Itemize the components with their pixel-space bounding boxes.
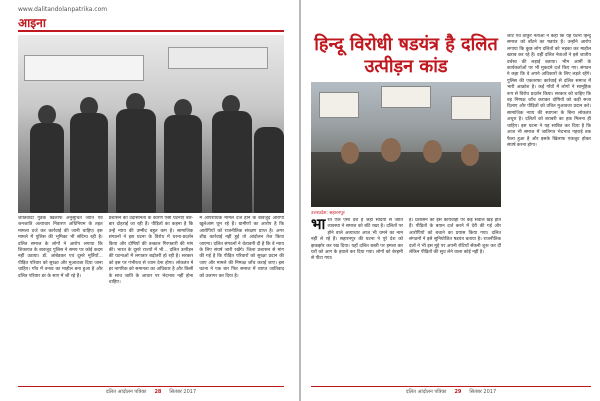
site-url: www.dalitandolanpatrika.com [18,6,108,13]
photo-caption: उत्तरप्रदेश: सहारनपुर [311,211,345,216]
page-number: 28 [154,389,162,395]
article-column: प्रशासन की उदासीनता के कारण ऐसी घटनाएँ बार-बार दोहराई जा रही हैं। पीड़ितों का कहना है कि उन्हें न्याय की उम्मीद बहुत कम है। सामाजिक संगठनों ने इस घटना के विरोध में धरना-प्रदर्शन किया और दोषियों की तत्काल गिरफ्तारी की मांग की। भारत के दूसरे राज्यों में भी... दलित उत्पीड़न की घटनाओं में लगातार बढ़ोतरी हो रही है। सरकार को इस पर गंभीरता से ध्यान देना होगा। लोकतंत्र में हर नागरिक को समानता का अधिकार है और किसी के साथ जाति के आधार पर भेदभाव नहीं होना चाहिए। [108,216,194,286]
photo-person [341,142,359,164]
photo-person [212,111,252,213]
page-footer [311,386,591,395]
photo-flag [381,86,431,108]
article-column: जाट एवं ठाकुर नेताओं ने कहा कि यह घटना हिन्दू समाज को बाँटने का षडयंत्र है। उन्होंने आरोप लगाया कि कुछ लोग दलितों को भड़का कर माहौल खराब कर रहे हैं। वहीं दलित नेताओं ने इसे जातीय वर्चस्व की लड़ाई बताया। भीम आर्मी के कार्यकर्ताओं पर भी मुकदमे दर्ज किए गए। संगठन ने कहा कि वे अपने अधिकारों के लिए लड़ते रहेंगे। पुलिस की एकतरफा कार्रवाई से दलित समाज में भारी आक्रोश है। कई गाँवों में लोगों ने सामूहिक रूप से विरोध प्रदर्शन किया। सरकार को चाहिए कि वह निष्पक्ष जाँच कराकर दोषियों को कड़ी सजा दिलाए और पीड़ितों को उचित मुआवजा प्रदान करे। सामाजिक न्याय की स्थापना के बिना लोकतंत्र अधूरा है। दलितों को बराबरी का हक मिलना ही चाहिए। इस घटना ने यह साबित कर दिया है कि आज भी समाज में जातिगत भेदभाव गहराई तक फैला हुआ है और इसके खिलाफ एकजुट होकर संघर्ष करना होगा। [507,34,591,148]
footer-magazine-name: दलित आंदोलन पत्रिका [405,389,447,395]
footer-date: सितंबर 2017 [469,389,497,395]
right-article-columns [311,218,501,383]
section-rule [18,30,284,32]
article-column: में आपराधिक मामले दर्ज होने के बावजूद आरोपी खुलेआम घूम रहे हैं। ग्रामीणों का आरोप है कि आरोपियों को राजनीतिक संरक्षण प्राप्त है। अगर शीघ्र कार्रवाई नहीं हुई तो आंदोलन तेज किया जाएगा। दलित संगठनों ने चेतावनी दी है कि वे न्याय के लिए संघर्ष जारी रखेंगे। जिला प्रशासन से मांग की गई है कि पीड़ित परिवारों को सुरक्षा प्रदान की जाए और मामले की निष्पक्ष जाँच कराई जाए। इस घटना ने एक बार फिर समाज में व्याप्त जातिवाद को उजागर कर दिया है। [199,216,285,279]
photo-flag [451,96,491,120]
page-number: 29 [454,389,462,395]
left-page [0,0,299,401]
photo-banner [24,55,144,81]
photo-person [116,109,156,213]
photo-banner [168,47,268,69]
protest-photo-right [311,82,501,207]
protest-photo-left [18,35,284,213]
article-column: जातिवादी गुंडेके खिलाफ अनुसूचित जाति एवं जनजाति अत्याचार निवारण अधिनियम के तहत मामला दर्ज कर कार्रवाई की जानी चाहिए। इस मामले में पुलिस की भूमिका भी संदिग्ध रही है। दलित समाज के लोगों ने आरोप लगाया कि शिकायत के बावजूद पुलिस ने समय पर कोई कदम नहीं उठाया। डॉ. आंबेडकर एवं दूसरे मूर्तियाँ... पीड़ित परिवार को सुरक्षा और मुआवजा दिया जाना चाहिए। गाँव में तनाव का माहौल बना हुआ है और दलित परिवार डर के साए में जी रहे हैं। [18,216,103,279]
photo-person [70,113,108,213]
page-footer [18,386,284,395]
section-title: आइना [18,16,46,30]
right-page [301,0,600,401]
drop-cap: भा [311,218,326,233]
photo-person [254,127,284,213]
photo-person [381,138,401,162]
article-headline: हिन्दू विरोधी षडयंत्र है दलित उत्पीड़न कांड [314,34,498,77]
article-text: रत एक ऐसा देश है जहाँ सदियों से जाति व्यवस्था ने समाज को बाँटे रखा है। दलितों पर होने वाले अत्याचार आज भी थमने का नाम नहीं ले रहे हैं। सहारनपुर की घटना ने पूरे देश को झकझोर कर रख दिया। यहाँ दलित बस्ती पर हमला कर घरों को आग के हवाले कर दिया गया। लोगों को बेरहमी से पीटा गया। [311,218,403,262]
photo-person [423,140,442,163]
photo-person [38,105,56,125]
left-article-columns [18,216,284,381]
photo-person [164,115,202,213]
photo-person [30,123,64,213]
footer-date: सितंबर 2017 [169,389,197,395]
photo-person [461,144,479,166]
article-column [311,218,403,383]
photo-flag [319,92,359,118]
article-column: है। प्रशासन की इस कार्यवाही पर कई सवाल खड़े होते हैं। पीड़ितों के बयान दर्ज करने में देरी की गई और आरोपियों को बचाने का प्रयास किया गया। दलित संगठनों ने इसे सुनियोजित षडयंत्र बताया है। राजनीतिक दलों ने भी इस मुद्दे पर अपनी रोटियाँ सेंकनी शुरू कर दीं लेकिन पीड़ितों की सुध लेने वाला कोई नहीं है। [409,218,501,256]
footer-magazine-name: दलित आंदोलन पत्रिका [105,389,147,395]
